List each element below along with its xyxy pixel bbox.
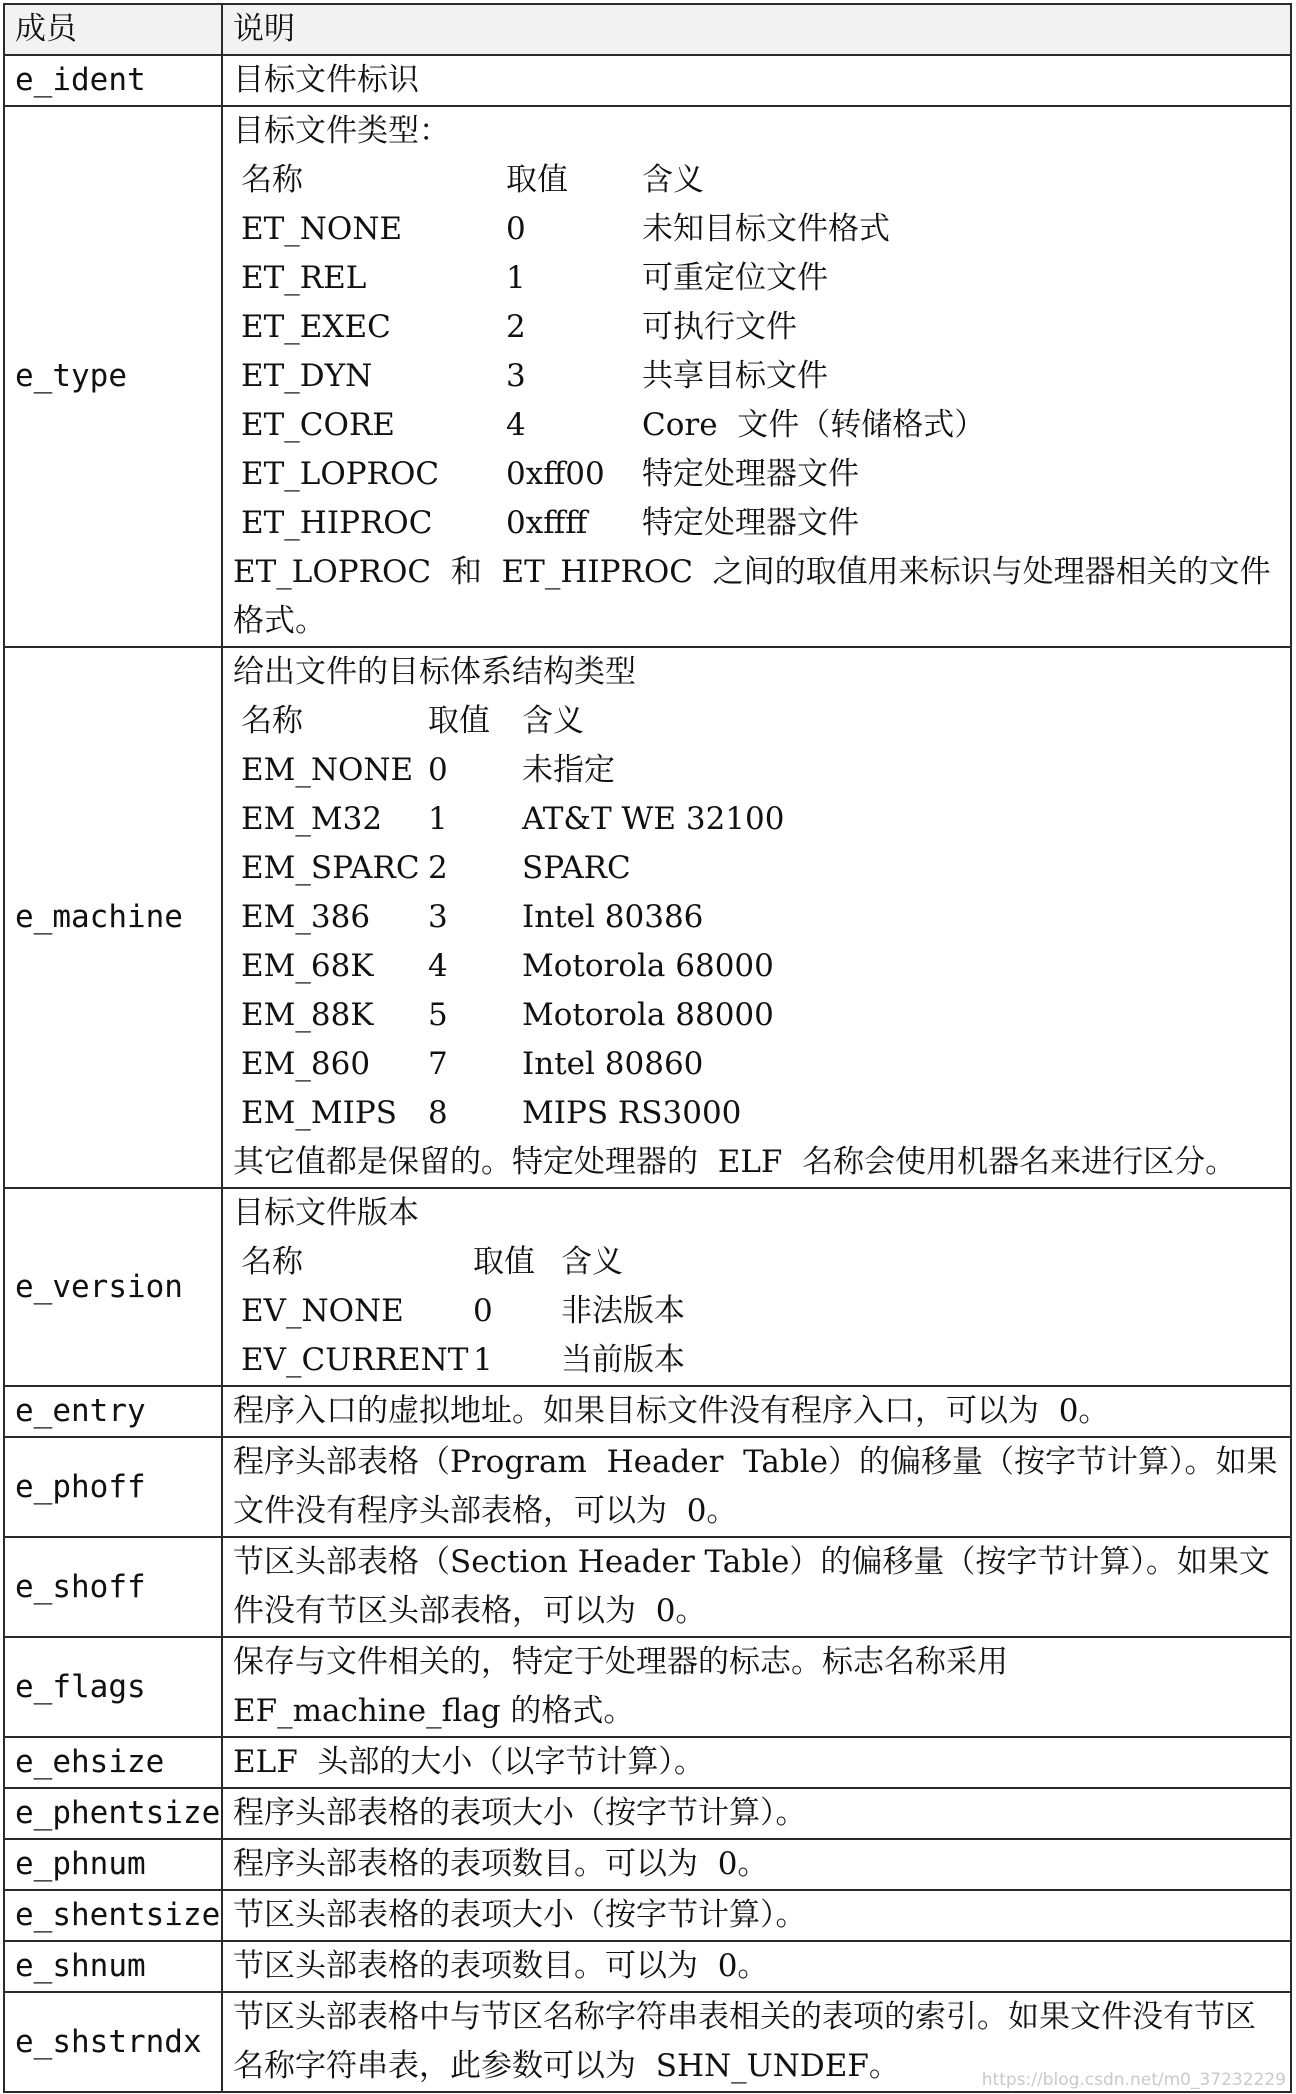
sub-cell: ET_NONE — [241, 211, 403, 247]
sub-cell: 0 — [506, 211, 526, 247]
sub-cell: 可重定位文件 — [642, 260, 828, 296]
sub-col-name: 名称 — [241, 1244, 303, 1280]
member-name: e_type — [4, 106, 222, 647]
sub-cell: 0xff00 — [506, 456, 605, 492]
member-name: e_shentsize — [4, 1890, 222, 1941]
row-e-entry — [4, 1386, 1291, 1437]
sub-cell: 共享目标文件 — [642, 358, 828, 394]
row-e-phnum — [4, 1839, 1291, 1890]
watermark: https://blog.csdn.net/m0_37232229 — [981, 2070, 1286, 2090]
sub-cell: 非法版本 — [561, 1293, 685, 1329]
sub-cell: 8 — [428, 1095, 448, 1131]
row-e-ehsize — [4, 1737, 1291, 1788]
sub-cell: 2 — [428, 850, 448, 886]
row-e-version — [4, 1188, 1291, 1386]
sub-cell: ET_EXEC — [241, 309, 391, 345]
sub-cell: MIPS RS3000 — [522, 1095, 742, 1131]
member-description: 程序头部表格（Program Header Table）的偏移量（按字节计算）。如果文件没有程序头部表格，可以为 0。 — [222, 1437, 1291, 1537]
sub-cell: EM_386 — [241, 899, 371, 935]
member-name: e_ehsize — [4, 1737, 222, 1788]
member-name: e_phoff — [4, 1437, 222, 1537]
sub-col-value: 取值 — [506, 162, 568, 198]
member-description: 目标文件标识 — [222, 55, 1291, 106]
sub-table-title: 给出文件的目标体系结构类型 — [233, 654, 636, 690]
sub-table-title: 目标文件类型： — [233, 113, 450, 149]
sub-cell: Intel 80386 — [522, 899, 704, 935]
sub-cell: ET_LOPROC — [241, 456, 440, 492]
sub-cell: Intel 80860 — [522, 1046, 704, 1082]
sub-cell: 可执行文件 — [642, 309, 797, 345]
header-description: 说明 — [222, 4, 1291, 55]
header-row — [4, 4, 1291, 55]
sub-col-name: 名称 — [241, 703, 303, 739]
member-description: 程序头部表格的表项大小（按字节计算）。 — [222, 1788, 1291, 1839]
sub-cell: EV_CURRENT — [241, 1342, 469, 1378]
sub-table-note: ET_LOPROC 和 ET_HIPROC 之间的取值用来标识与处理器相关的文件格式。 — [233, 554, 1271, 639]
member-description: 节区头部表格中与节区名称字符串表相关的表项的索引。如果文件没有节区名称字符串表，此参数可以为 SHN_UNDEF。 — [222, 1992, 1291, 2092]
sub-cell: Motorola 88000 — [522, 997, 774, 1033]
row-e-phoff — [4, 1437, 1291, 1537]
member-name: e_phentsize — [4, 1788, 222, 1839]
sub-cell: AT&T WE 32100 — [522, 801, 785, 837]
member-description — [222, 106, 1291, 647]
sub-cell: 4 — [428, 948, 448, 984]
sub-cell: ET_CORE — [241, 407, 395, 443]
member-description: 程序入口的虚拟地址。如果目标文件没有程序入口，可以为 0。 — [222, 1386, 1291, 1437]
sub-cell: 1 — [473, 1342, 493, 1378]
sub-cell: 当前版本 — [561, 1342, 685, 1378]
member-description: 节区头部表格的表项大小（按字节计算）。 — [222, 1890, 1291, 1941]
sub-table-note: 其它值都是保留的。特定处理器的 ELF 名称会使用机器名来进行区分。 — [233, 1144, 1237, 1180]
member-name: e_shnum — [4, 1941, 222, 1992]
sub-cell: SPARC — [522, 850, 631, 886]
elf-header-table — [3, 3, 1292, 2093]
sub-cell: ET_REL — [241, 260, 367, 296]
sub-cell: EM_860 — [241, 1046, 371, 1082]
sub-cell: EV_NONE — [241, 1293, 404, 1329]
sub-table — [241, 697, 1280, 1138]
sub-col-value: 取值 — [428, 703, 490, 739]
sub-cell: 2 — [506, 309, 526, 345]
sub-cell: 未知目标文件格式 — [642, 211, 890, 247]
sub-cell: 4 — [506, 407, 526, 443]
sub-cell: 特定处理器文件 — [642, 456, 859, 492]
sub-cell: 7 — [428, 1046, 448, 1082]
sub-col-meaning: 含义 — [642, 162, 704, 198]
sub-cell: 5 — [428, 997, 448, 1033]
sub-cell: 1 — [506, 260, 526, 296]
row-e-shentsize — [4, 1890, 1291, 1941]
sub-cell: EM_NONE — [241, 752, 414, 788]
sub-cell: Core 文件（转储格式） — [642, 407, 986, 443]
row-e-flags — [4, 1637, 1291, 1737]
sub-cell: 0xffff — [506, 505, 588, 541]
sub-col-meaning: 含义 — [561, 1244, 623, 1280]
row-e-shoff — [4, 1537, 1291, 1637]
sub-cell: 未指定 — [522, 752, 615, 788]
sub-cell: 特定处理器文件 — [642, 505, 859, 541]
sub-cell: EM_SPARC — [241, 850, 420, 886]
member-description: 保存与文件相关的，特定于处理器的标志。标志名称采用 EF_machine_flag 的格式。 — [222, 1637, 1291, 1737]
member-description: 程序头部表格的表项数目。可以为 0。 — [222, 1839, 1291, 1890]
row-e-type — [4, 106, 1291, 647]
sub-cell: Motorola 68000 — [522, 948, 774, 984]
header-member: 成员 — [4, 4, 222, 55]
row-e-machine — [4, 647, 1291, 1188]
member-name: e_ident — [4, 55, 222, 106]
sub-cell: 0 — [428, 752, 448, 788]
member-description — [222, 1188, 1291, 1386]
member-name: e_machine — [4, 647, 222, 1188]
sub-cell: 1 — [428, 801, 448, 837]
row-e-shnum — [4, 1941, 1291, 1992]
sub-col-name: 名称 — [241, 162, 303, 198]
member-name: e_shstrndx — [4, 1992, 222, 2092]
member-description: 节区头部表格的表项数目。可以为 0。 — [222, 1941, 1291, 1992]
sub-cell: 3 — [506, 358, 526, 394]
sub-cell: 0 — [473, 1293, 493, 1329]
member-description: ELF 头部的大小（以字节计算）。 — [222, 1737, 1291, 1788]
sub-cell: ET_DYN — [241, 358, 373, 394]
sub-cell: EM_88K — [241, 997, 374, 1033]
sub-cell: EM_M32 — [241, 801, 383, 837]
member-name: e_flags — [4, 1637, 222, 1737]
sub-table — [241, 156, 1280, 548]
member-name: e_entry — [4, 1386, 222, 1437]
member-name: e_phnum — [4, 1839, 222, 1890]
member-name: e_shoff — [4, 1537, 222, 1637]
sub-cell: EM_68K — [241, 948, 374, 984]
sub-col-value: 取值 — [473, 1244, 535, 1280]
member-description: 节区头部表格（Section Header Table）的偏移量（按字节计算）。如果文件没有节区头部表格，可以为 0。 — [222, 1537, 1291, 1637]
sub-cell: EM_MIPS — [241, 1095, 397, 1131]
sub-table-title: 目标文件版本 — [233, 1195, 419, 1231]
sub-cell: 3 — [428, 899, 448, 935]
sub-cell: ET_HIPROC — [241, 505, 433, 541]
row-e-phentsize — [4, 1788, 1291, 1839]
member-description — [222, 647, 1291, 1188]
sub-col-meaning: 含义 — [522, 703, 584, 739]
row-e-ident — [4, 55, 1291, 106]
sub-table — [241, 1238, 1280, 1385]
elf-header-table-wrapper — [3, 3, 1292, 2093]
member-name: e_version — [4, 1188, 222, 1386]
